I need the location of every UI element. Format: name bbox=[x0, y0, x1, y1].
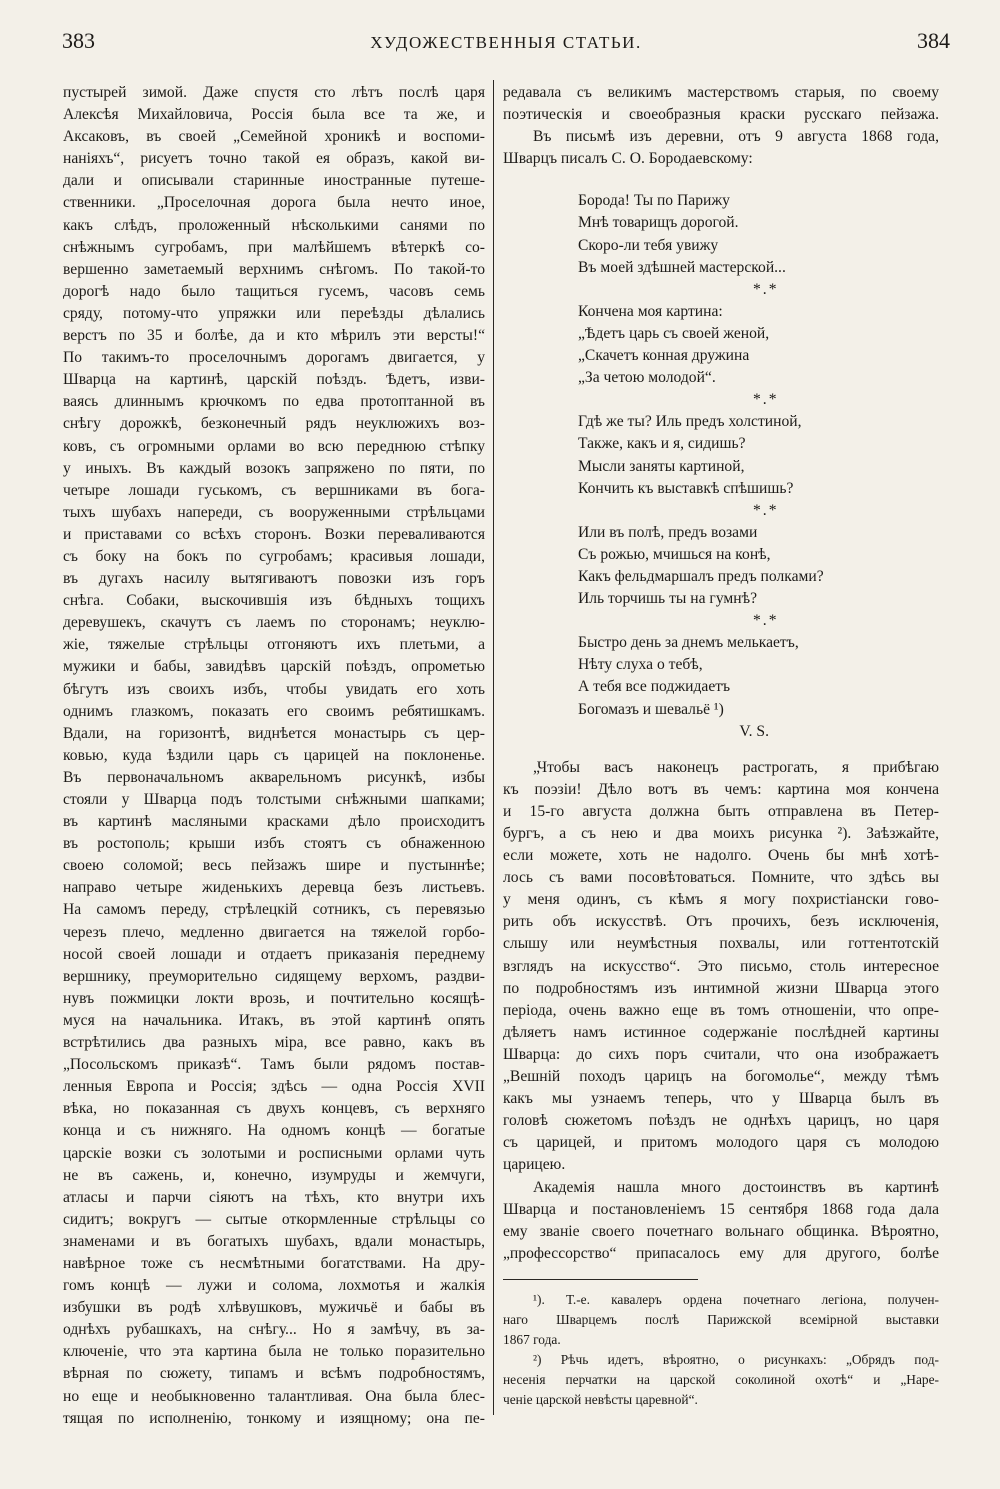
text-line: конца и съ нижняго. На одномъ концѣ — богатые bbox=[63, 1122, 485, 1140]
text-line: лось съ вами посовѣтоваться. Помните, что здѣсь вы bbox=[503, 869, 939, 887]
text-line: редавала съ великимъ мастерствомъ старыя, по своему bbox=[503, 84, 939, 101]
poem-line: Мысли заняты картиной, bbox=[578, 457, 745, 475]
stanza-separator: *.* bbox=[753, 501, 779, 519]
text-line: дѣляетъ намъ истинное содержаніе послѣдней картины bbox=[503, 1023, 939, 1041]
poem-line: Какъ фельдмаршалъ предъ полками? bbox=[578, 567, 824, 585]
text-line: четыре лошади гуськомъ, съ вершниками въ бога- bbox=[63, 481, 485, 499]
poem-signature: V. S. bbox=[739, 722, 769, 740]
text-line: своею соломой; весь пейзажъ шире и пустыннѣе; bbox=[63, 857, 485, 875]
text-line: пустырей зимой. Даже спустя сто лѣтъ послѣ царя bbox=[63, 84, 485, 101]
text-line: дали и описывали старинные иностранные путеше- bbox=[63, 172, 485, 190]
text-line: и приставами со всѣхъ сторонъ. Возки переваливаются bbox=[63, 525, 485, 543]
page-number-right: 384 bbox=[916, 28, 950, 53]
text-line: вершенно заметаемый верхнимъ снѣгомъ. По такой-то bbox=[63, 260, 485, 278]
text-line: бургъ, а съ нею и два моихъ рисунка ²). Заѣзжайте, bbox=[503, 825, 939, 842]
text-line: съ царицей, и притомъ молодого царя съ молодою bbox=[503, 1134, 939, 1152]
text-line: царскіе возки съ золотыми и росписными орлами чуть bbox=[63, 1144, 485, 1162]
text-line: стояли у Шварца подъ толстыми снѣжными шапками; bbox=[63, 791, 485, 808]
text-line: какъ слѣдъ, проложенный нѣсколькими санями по bbox=[63, 216, 485, 234]
text-line: верстъ по 35 и болѣе, да и кто мѣрилъ эти версты!“ bbox=[63, 327, 485, 345]
text-line: но еще и необыкновенно талантливая. Она была блес- bbox=[63, 1387, 485, 1405]
text-line: мужики и бабы, завидѣвъ царскій поѣздъ, опрометью bbox=[63, 658, 485, 676]
poem-line: Богомазъ и шевальё ¹) bbox=[578, 700, 724, 718]
poem-line: Кончена моя картина: bbox=[578, 302, 723, 320]
text-line: въ ростополь; крыши избъ стоятъ съ обнаженною bbox=[63, 835, 485, 853]
poem-line: Гдѣ же ты? Иль предъ холстиной, bbox=[578, 413, 802, 431]
text-line: ковъ, съ огромными орлами во всю переднюю стѣпку bbox=[63, 437, 485, 455]
page-number-left: 383 bbox=[62, 28, 95, 53]
text-line: не въ сажень, и, конечно, изумруды и жемчуги, bbox=[63, 1166, 485, 1184]
text-line: съ боку на бокъ по сугробамъ; красивыя лошади, bbox=[63, 547, 485, 565]
footnote-line: 1867 года. bbox=[503, 1331, 561, 1347]
footnote-line: наго Шварцемъ послѣ Парижской всемірной выставки bbox=[503, 1311, 939, 1327]
poem-line: Нѣту слуха о тебѣ, bbox=[578, 656, 703, 674]
text-line: черезъ плечо, медленно двигается на тяжелой горбо- bbox=[63, 923, 485, 941]
text-line: взглядъ на искусство“. Это письмо, столь интересное bbox=[503, 957, 939, 975]
text-line: наніяхъ“, рисуетъ точно такой ея образъ, какой ви- bbox=[63, 150, 485, 168]
text-line: муся на начальника. Итакъ, въ этой картинѣ опять bbox=[63, 1011, 485, 1029]
text-line: „Чтобы васъ наконецъ растрогать, я прибѣгаю bbox=[533, 758, 939, 776]
poem-line: Мнѣ товарищъ дорогой. bbox=[578, 214, 739, 232]
text-line: сряду, потому-что упряжки или переѣзды дѣлались bbox=[63, 304, 485, 322]
footnote-line: ченіе царской невѣсты царевной“. bbox=[503, 1391, 698, 1407]
stanza-separator: *.* bbox=[753, 280, 779, 298]
text-line: у иныхъ. Въ каждый возокъ запряжено по пяти, по bbox=[63, 459, 485, 477]
text-line: Въ первоначальномъ акварельномъ рисункѣ, избы bbox=[63, 768, 485, 786]
text-line: избушки въ родѣ хлѣвушковъ, мужичьё и бабы въ bbox=[63, 1299, 485, 1317]
footnote-line: ²) Рѣчь идетъ, вѣроятно, о рисункахъ: „Обрядъ под- bbox=[533, 1351, 939, 1367]
text-line: направо четыре жиденькихъ деревца безъ листьевъ. bbox=[63, 879, 485, 897]
text-line: вѣка, но показанная съ двухъ концевъ, съ верхняго bbox=[63, 1100, 485, 1118]
poem-line: „Скачетъ конная дружина bbox=[578, 347, 750, 365]
text-line: носой своей лошади и отдаетъ приказанія переднему bbox=[63, 945, 485, 963]
text-line: „Посольскомъ приказѣ“. Тамъ были рядомъ постав- bbox=[63, 1056, 485, 1074]
running-header bbox=[62, 28, 950, 58]
column-divider bbox=[493, 80, 494, 1415]
poem-line: Или въ полѣ, предъ возами bbox=[578, 523, 758, 541]
text-line: если можете, хоть не надолго. Очень бы мнѣ хотѣ- bbox=[503, 847, 939, 865]
footnote-line: несенія перчатки на царской соколиной охотѣ“ и „Наре- bbox=[503, 1371, 939, 1387]
text-line: къ поэзіи! Дѣло вотъ въ чемъ: картина моя кончена bbox=[503, 780, 939, 798]
text-line: рить объ искусствѣ. Отъ прочихъ, безъ исключенія, bbox=[503, 913, 939, 931]
right-column bbox=[503, 82, 939, 1410]
text-line: снѣжнымъ сугробамъ, при малѣйшемъ вѣтеркѣ со- bbox=[63, 238, 485, 256]
poem bbox=[578, 190, 939, 720]
text-line: ключеніе, что эта картина была не только поразительно bbox=[63, 1343, 485, 1361]
text-line: ваясь длиннымъ крючкомъ по едва протоптанной въ bbox=[63, 393, 485, 411]
text-line: по подробностямъ изъ интимной жизни Шварца этого bbox=[503, 979, 939, 997]
text-line: тящая по исполненію, тонкому и изящному; она пе- bbox=[63, 1409, 485, 1427]
stanza-separator: *.* bbox=[753, 391, 779, 409]
text-line: слышу или неумѣстныя похвалы, или готтентотскій bbox=[503, 935, 939, 953]
text-line: Шварца и постановленіемъ 15 сентября 1868 года дала bbox=[503, 1200, 939, 1218]
text-line: ему званіе своего почетнаго вольнаго общинка. Вѣроятно, bbox=[503, 1222, 939, 1240]
text-line: однѣхъ рубашкахъ, на снѣгу... Но я замѣчу, въ за- bbox=[63, 1321, 485, 1339]
text-line: жіе, тяжелые стрѣльцы отгоняютъ ихъ плетьми, а bbox=[63, 636, 485, 654]
poem-line: Съ рожью, мчишься на конѣ, bbox=[578, 545, 771, 563]
text-line: Аксаковъ, въ своей „Семейной хроникѣ и воспоми- bbox=[63, 128, 485, 146]
text-line: снѣгу дорожкѣ, безконечный рядъ неуклюжихъ воз- bbox=[63, 415, 485, 433]
text-line: и 15-го августа должна быть отправлена въ Петер- bbox=[503, 802, 939, 820]
poem-line: „Ѣдетъ царь съ своей женой, bbox=[578, 324, 770, 342]
text-line: однимъ глазкомъ, показать его своимъ ребятишкамъ. bbox=[63, 702, 485, 720]
text-line: головѣ сюжетомъ поѣздъ не однѣхъ царицъ, но царя bbox=[503, 1112, 939, 1130]
text-line: вѣрная по сюжету, типамъ и всѣмъ подробностямъ, bbox=[63, 1365, 485, 1383]
text-line: На самомъ переду, стрѣлецкій сотникъ, съ перевязью bbox=[63, 901, 485, 919]
poem-line: Быстро день за днемъ мелькаетъ, bbox=[578, 634, 799, 652]
left-column bbox=[63, 82, 485, 1430]
text-line: дорогѣ надо было тащиться гусемъ, часовъ семь bbox=[63, 282, 485, 300]
text-line: Алексѣя Михайловича, Россія была все та же, и bbox=[63, 106, 485, 124]
text-line: поэтическія и своеобразныя краски русскаго пейзажа. bbox=[503, 106, 939, 124]
footnotes bbox=[503, 1290, 939, 1410]
poem-line: Также, какъ и я, сидишь? bbox=[578, 435, 746, 453]
right-body-text bbox=[503, 757, 939, 1265]
text-line: въ дугахъ насилу вытягиваютъ повозки изъ горъ bbox=[63, 570, 485, 588]
footnote-line: ¹). Т.-е. кавалеръ ордена почетнаго легіона, получен- bbox=[533, 1291, 939, 1307]
text-line: вершнику, преуморительно сидящему верхомъ, раздви- bbox=[63, 967, 485, 985]
text-line: Шварца: до сихъ поръ считали, что она изображаетъ bbox=[503, 1045, 939, 1063]
text-line: встрѣтились два разныхъ міра, все равно, какъ въ bbox=[63, 1034, 485, 1052]
text-line: у меня одинъ, съ кѣмъ я могу похристіански гово- bbox=[503, 891, 939, 909]
poem-line: Иль торчишь ты на гумнѣ? bbox=[578, 590, 758, 608]
text-line: Шварца на картинѣ, царскій поѣздъ. Ѣдетъ, изви- bbox=[63, 371, 485, 389]
text-line: знаменами и въ богатыхъ шубахъ, вдали монастырь, bbox=[63, 1232, 485, 1250]
text-line: какъ мы узнаемъ теперь, что у Шварца былъ въ bbox=[503, 1090, 939, 1108]
text-line: тыхъ шубахъ напереди, съ вооруженными стрѣльцами bbox=[63, 503, 485, 521]
footnote-rule bbox=[503, 1279, 698, 1280]
text-line: По такимъ-то проселочнымъ дорогамъ двигается, у bbox=[63, 349, 485, 367]
text-line: навѣрное тоже съ несмѣтными богатствами. На дру- bbox=[63, 1254, 485, 1272]
text-line: періода, очень важно еще въ томъ отношеніи, что опре- bbox=[503, 1001, 939, 1019]
poem-line: „За четою молодой“. bbox=[578, 369, 716, 387]
right-intro-text bbox=[503, 82, 939, 170]
text-line: Академія нашла много достоинствъ въ картинѣ bbox=[533, 1178, 939, 1196]
poem-line: А тебя все поджидаетъ bbox=[578, 678, 731, 696]
text-line: гомъ концѣ — лужи и солома, лохмотья и жалкія bbox=[63, 1277, 485, 1295]
text-line: Шварцъ писалъ С. О. Бородаевскому: bbox=[503, 150, 753, 168]
text-line: бѣгутъ изъ своихъ избъ, чтобы увидать его хоть bbox=[63, 680, 485, 698]
poem-line: Борода! Ты по Парижу bbox=[578, 192, 730, 210]
text-line: въ картинѣ масляными красками дѣло происходитъ bbox=[63, 813, 485, 831]
text-line: царицею. bbox=[503, 1156, 566, 1174]
text-line: деревушекъ, скачутъ съ лаемъ по сторонамъ; неуклю- bbox=[63, 614, 485, 632]
poem-line: Кончить къ выставкѣ спѣшишь? bbox=[578, 479, 794, 497]
text-line: снѣга. Собаки, выскочившія изъ бѣдныхъ тощихъ bbox=[63, 592, 485, 610]
text-line: Въ письмѣ изъ деревни, отъ 9 августа 1868 года, bbox=[533, 128, 939, 146]
text-line: ковью, куда ѣздили царь съ царицей на поклоненье. bbox=[63, 746, 485, 764]
text-line: „Вешній походъ царицъ на богомолье“, между тѣмъ bbox=[503, 1068, 939, 1086]
text-line: ственники. „Проселочная дорога была нечто иное, bbox=[63, 194, 485, 212]
text-line: ленныя Европа и Россія; здѣсь — одна Россія XVII bbox=[63, 1078, 485, 1096]
running-title: ХУДОЖЕСТВЕННЫЯ СТАТЬИ. bbox=[370, 33, 642, 52]
poem-line: Въ моей здѣшней мастерской... bbox=[578, 258, 786, 276]
text-line: Вдали, на горизонтѣ, виднѣется монастырь съ цер- bbox=[63, 724, 485, 742]
text-line: атласы и парчи сіяютъ на тѣхъ, кто внутри ихъ bbox=[63, 1188, 485, 1206]
stanza-separator: *.* bbox=[753, 612, 779, 630]
poem-line: Скоро-ли тебя увижу bbox=[578, 236, 719, 254]
text-line: сидитъ; вокругъ — сытые откормленные стрѣльцы со bbox=[63, 1210, 485, 1228]
text-line: нувъ пожмицки локти врозь, и почтительно косящѣ- bbox=[63, 989, 485, 1007]
text-line: „профессорство“ припасалось ему для другого, болѣе bbox=[503, 1244, 939, 1262]
